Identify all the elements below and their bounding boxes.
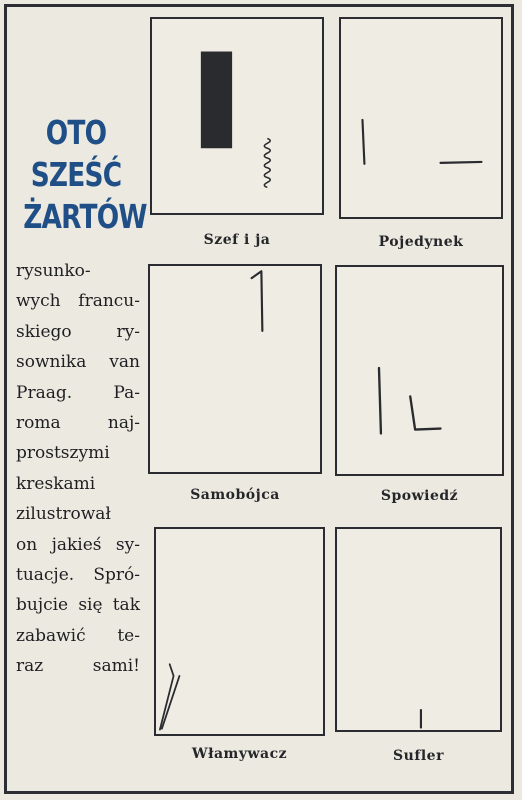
cartoon-drawing <box>156 529 323 734</box>
body-line: raz sami! <box>16 656 140 677</box>
body-line: prostszymi <box>16 443 110 464</box>
panel-caption: Samobójca <box>190 487 280 503</box>
headline-line: SZEŚĆ <box>30 155 122 194</box>
body-line: zabawić te- <box>16 625 140 646</box>
body-line: roma naj- <box>16 413 140 434</box>
cartoon-drawing <box>341 19 501 217</box>
panel-caption: Spowiedź <box>380 488 459 504</box>
cartoon-panel-spowiedz <box>335 265 504 476</box>
body-line: bujcie się tak <box>16 595 140 616</box>
panel-caption: Sufler <box>393 748 444 764</box>
cartoon-drawing <box>337 529 500 730</box>
cartoon-panel-samobojca <box>148 264 322 474</box>
headline <box>23 112 147 238</box>
body-line: skiego ry- <box>16 321 140 342</box>
panel-caption: Pojedynek <box>378 234 464 250</box>
body-line: tuacje. Spró- <box>16 565 140 586</box>
headline-line: ŻARTÓW <box>23 197 147 236</box>
panel-caption: Szef i ja <box>203 232 271 248</box>
cartoon-panel-wlamywacz <box>154 527 325 736</box>
body-line: wych francu- <box>16 291 140 312</box>
body-line: sownika van <box>16 352 140 373</box>
cartoon-drawing <box>337 267 502 474</box>
cartoon-drawing <box>150 266 320 472</box>
cartoon-panel-pojedynek <box>339 17 503 219</box>
cartoon-drawing <box>152 19 322 213</box>
cartoon-panel-sufler <box>335 527 502 732</box>
article-body <box>16 256 140 682</box>
cartoon-panel-szef-i-ja <box>150 17 324 215</box>
body-line: on jakieś sy- <box>16 534 140 555</box>
body-line: Praag. Pa- <box>16 382 140 403</box>
body-line: kreskami <box>16 473 96 494</box>
body-line: zilustrował <box>16 504 111 525</box>
headline-line: OTO <box>45 113 107 152</box>
body-line: rysunko- <box>16 261 91 281</box>
panel-caption: Włamywacz <box>191 746 288 762</box>
